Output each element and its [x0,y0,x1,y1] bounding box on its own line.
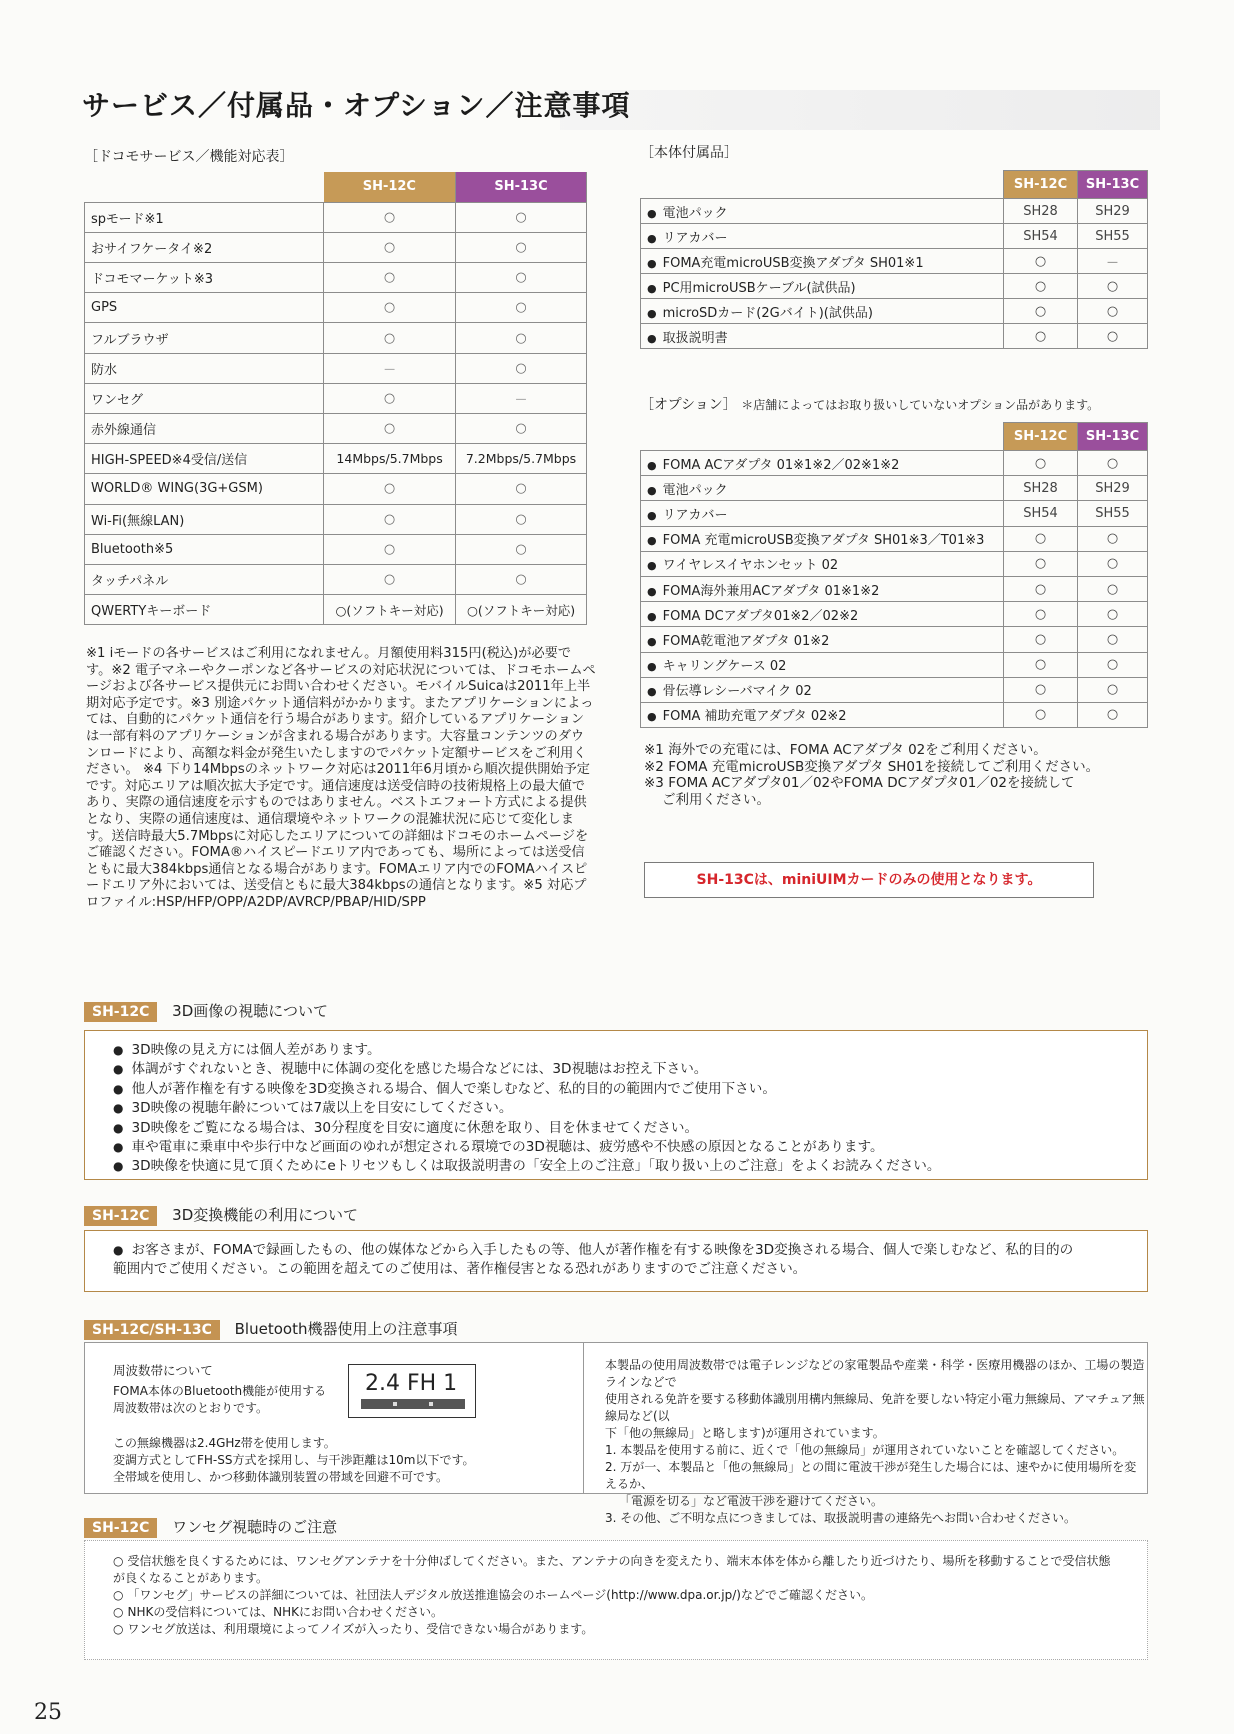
service-name: フルブラウザ [85,323,324,353]
sh13-value: ○ [1078,702,1148,727]
table-row [85,353,587,383]
sh13-value: ○ [1078,451,1148,476]
service-name: QWERTYキーボード [85,595,324,625]
section-conv-text: ● お客さまが、FOMAで録画したもの、他の媒体などから入手したもの等、他人が著作権を有する映像を3D変換される場合、個人で楽しむなど、私的目的の 範囲内でご使用ください。この範囲を超えてのご使用は、著作権侵害となる恐れがありますのでご注意ください。 [85,1231,1147,1280]
item-name: ● FOMA 充電microUSB変換アダプタ SH01※3／T01※3 [641,526,1004,551]
sh12-value: ○ [1004,702,1078,727]
bt-note-line: 下「他の無線局」と略します)が運用されています。 [605,1426,885,1440]
sh13-value: SH29 [1078,199,1148,224]
table-row [641,324,1148,349]
item-name: ● リアカバー [641,224,1004,249]
table-row [641,526,1148,551]
sh12-value: ○ [324,232,456,262]
page-number: 25 [34,1700,62,1725]
sh12-value: ○ [324,383,456,413]
table-row [641,274,1148,299]
table-row [641,451,1148,476]
item-name: ● FOMA DCアダプタ01※2／02※2 [641,602,1004,627]
sh13-value: ○ [1078,324,1148,349]
options-heading-row [640,394,1099,414]
section-conv-title: 3D変換機能の利用について [172,1206,358,1224]
list-item: ○ NHKの受信料については、NHKにお問い合わせください。 [113,1604,1117,1621]
section-1seg-box [84,1540,1148,1660]
freq-lines [113,1383,326,1417]
item-name: ● 電池パック [641,199,1004,224]
table-row [85,444,587,474]
sh12-value: SH28 [1004,476,1078,501]
list-item: ○ 受信状態を良くするためには、ワンセグアンテナを十分伸ばしてください。また、アンテナの向きを変えたり、端末本体を体から離したり近づけたり、場所を移動することで受信状態が良くなることがあります。 [113,1553,1117,1587]
accessories-table [640,170,1148,349]
table-row [641,677,1148,702]
sh12-value: ○ [324,202,456,232]
bt-note-line: 「電源を切る」など電波干渉を避けてください。 [619,1494,884,1508]
section-3d-title: 3D画像の視聴について [172,1002,328,1020]
options-heading: ［オプション］ [640,397,737,413]
service-name: GPS [85,293,324,323]
options-table [640,422,1148,728]
item-name: ● FOMA 補助充電アダプタ 02※2 [641,702,1004,727]
sh13-value: ○ [456,353,587,383]
sh13-value: ○ [1078,677,1148,702]
services-notes: ※1 iモードの各サービスはご利用になれません。月額使用料315円(税込)が必要です。※2 電子マネーやクーポンなど各サービスの対応状況については、ドコモホームページおよび各サービス提供元にお問い合わせください。モバイルSuicaは2011年上半期対応予定です。※3 別途パケット通信料がかかります。またアプリケーションによっては、自動的にパケット通信を行う場合があります。紹介しているアプリケーションは一部有料のアプリケーションが含まれる場合があります。大容量コンテンツのダウンロードにより、高額な料金が発生いたしますのでパケット定額サービスをご利用ください。 ※4 下り14Mbpsのネットワーク対応は2011年6月頃から順次提供開始予定です。対応エリアは順次拡大予定です。通信速度は送受信時の技術規格上の最大値であり、実際の通信速度を示すものではありません。ベストエフォート方式による提供となり、実際の通信速度は、通信環境やネットワークの混雑状況に応じて変化します。送信時最大5.7Mbpsに対応したエリアについての詳細はドコモのホームページをご確認ください。FOMA®ハイスピードエリア内であっても、場所によっては送受信ともに最大384kbps通信となる場合があります。FOMAエリア内でのFOMAハイスピードエリア外においては、送受信ともに最大384kbpsの通信となります。※5 対応プロファイル:HSP/HFP/OPP/A2DP/AVRCP/PBAP/HID/SPP [86,646,596,910]
list-item: ● 車や電車に乗車中や歩行中など画面のゆれが想定される環境での3D視聴は、疲労感や不快感の原因となることがあります。 [113,1138,1147,1157]
sh13-value: ○ [456,293,587,323]
service-name: spモード※1 [85,202,324,232]
model-tag: SH-12C [84,1518,157,1538]
sh12-value: ○ [324,564,456,594]
sh13-value: ○ [456,564,587,594]
sh12-value: ○ [324,534,456,564]
sh13-value: ○ [1078,526,1148,551]
table-row [85,595,587,625]
freq-desc-line: 全帯域を使用し、かつ移動体識別装置の帯域を回避不可です。 [113,1470,449,1484]
section-conv-line1: お客さまが、FOMAで録画したもの、他の媒体などから入手したもの等、他人が著作権を有する映像を3D変換される場合、個人で楽しむなど、私的目的の [131,1242,1074,1258]
service-name: タッチパネル [85,564,324,594]
table-row [641,551,1148,576]
service-name: HIGH-SPEED※4受信/送信 [85,444,324,474]
table-row [85,414,587,444]
table-row [641,576,1148,601]
service-name: Bluetooth※5 [85,534,324,564]
sh12-value: ○ [1004,652,1078,677]
sh13-value: SH29 [1078,476,1148,501]
table-row [641,602,1148,627]
sh13-value: SH55 [1078,224,1148,249]
table-row [641,501,1148,526]
sh13-value: ○ [456,202,587,232]
section-3d-box [84,1030,1148,1180]
sh12-value: ○ [324,263,456,293]
model-tag: SH-12C [84,1002,157,1022]
item-name: ● 取扱説明書 [641,324,1004,349]
section-1seg-list [85,1541,1147,1638]
table-row [85,263,587,293]
bt-note-line: 本製品の使用周波数帯では電子レンジなどの家電製品や産業・科学・医療用機器のほか、工場の製造ラインなどで [605,1358,1145,1389]
sh12-value: 14Mbps/5.7Mbps [324,444,456,474]
frequency-bar-icon [361,1399,465,1409]
services-col-sh12: SH-12C [324,172,456,202]
item-name: ● ワイヤレスイヤホンセット 02 [641,551,1004,576]
list-item: ● 体調がすぐれないとき、視聴中に体調の変化を感じた場合などには、3D視聴はお控え下さい。 [113,1060,1147,1079]
item-name: ● microSDカード(2Gバイト)(試供品) [641,299,1004,324]
item-name: ● 骨伝導レシーバマイク 02 [641,677,1004,702]
table-row [641,652,1148,677]
freq-desc-line: 変調方式としてFH-SS方式を採用し、与干渉距離は10m以下です。 [113,1453,475,1467]
item-name: ● キャリングケース 02 [641,652,1004,677]
miniuim-notice: SH-13Cは、miniUIMカードのみの使用となります。 [644,862,1094,898]
section-1seg-header [84,1516,337,1538]
sh13-value: ○ [456,534,587,564]
service-name: おサイフケータイ※2 [85,232,324,262]
section-3d-header [84,1000,328,1022]
services-col-sh13: SH-13C [456,172,587,202]
list-item: ● 3D映像の見え方には個人差があります。 [113,1041,1147,1060]
section-conv-line2: 範囲内でご使用ください。この範囲を超えてのご使用は、著作権侵害となる恐れがありますのでご注意ください。 [113,1261,807,1278]
bt-note-line: 3. その他、ご不明な点につきましては、取扱説明書の連絡先へお問い合わせください。 [605,1511,1077,1525]
section-1seg-title: ワンセグ視聴時のご注意 [172,1518,338,1536]
freq-title: 周波数帯について [113,1363,213,1378]
sh12-value: ○ [1004,627,1078,652]
table-row [641,199,1148,224]
list-item: ○ ワンセグ放送は、利用環境によってノイズが入ったり、受信できない場合があります。 [113,1621,1117,1638]
sh13-value: ○ [456,414,587,444]
sh12-value: ○ [1004,677,1078,702]
list-item: ● 3D映像の視聴年齢については7歳以上を目安にしてください。 [113,1099,1147,1118]
bt-note-line: 1. 本製品を使用する前に、近くで「他の無線局」が運用されていないことを確認してください。 [605,1443,1125,1457]
sh12-value: ○(ソフトキー対応) [324,595,456,625]
freq-desc [113,1435,475,1486]
freq-line: FOMA本体のBluetooth機能が使用する [113,1384,327,1398]
sh12-value: SH28 [1004,199,1078,224]
table-row [641,702,1148,727]
sh13-value: ○ [1078,551,1148,576]
sh13-value: － [1078,249,1148,274]
sh13-value: ○ [1078,652,1148,677]
table-row [641,249,1148,274]
sh13-value: － [456,383,587,413]
sh13-value: ○(ソフトキー対応) [456,595,587,625]
item-name: ● PC用microUSBケーブル(試供品) [641,274,1004,299]
sh12-value: ○ [1004,602,1078,627]
accessories-heading: ［本体付属品］ [640,145,738,161]
accessories-col-sh13: SH-13C [1078,171,1148,199]
sh12-value: ○ [1004,576,1078,601]
options-footnote: ご利用ください。 [662,791,770,808]
table-row [85,323,587,353]
sh12-value: ○ [1004,249,1078,274]
sh13-value: 7.2Mbps/5.7Mbps [456,444,587,474]
sh12-value: ○ [1004,451,1078,476]
sh13-value: ○ [1078,576,1148,601]
services-heading: ［ドコモサービス／機能対応表］ [84,149,294,165]
item-name: ● リアカバー [641,501,1004,526]
page-title: サービス／付属品・オプション／注意事項 [82,89,631,122]
options-note: ＊店舗によってはお取り扱いしていないオプション品があります。 [741,398,1100,412]
item-name: ● FOMA ACアダプタ 01※1※2／02※1※2 [641,451,1004,476]
sh13-value: ○ [456,504,587,534]
table-row [85,383,587,413]
sh12-value: SH54 [1004,224,1078,249]
item-name: ● FOMA充電microUSB変換アダプタ SH01※1 [641,249,1004,274]
list-item: ● 3D映像をご覧になる場合は、30分程度を目安に適度に休憩を取り、目を休ませてください。 [113,1119,1147,1138]
sh12-value: ○ [324,414,456,444]
table-row [85,232,587,262]
bt-note-line: 2. 万が一、本製品と「他の無線局」との間に電波干渉が発生した場合には、速やかに使用場所を変えるか、 [605,1460,1137,1491]
section-bt-header [84,1318,457,1340]
item-name: ● FOMA海外兼用ACアダプタ 01※1※2 [641,576,1004,601]
sh12-value: ○ [1004,526,1078,551]
sh12-value: ○ [1004,274,1078,299]
options-footnote: ※2 FOMA 充電microUSB変換アダプタ SH01を接続してご利用ください。 [644,758,1100,775]
freq-line: 周波数帯は次のとおりです。 [113,1401,269,1415]
bt-notes [605,1357,1145,1527]
model-tag: SH-12C [84,1206,157,1226]
options-footnote: ※3 FOMA ACアダプタ01／02やFOMA DCアダプタ01／02を接続して [644,775,1075,792]
sh13-value: ○ [1078,299,1148,324]
item-name: ● FOMA乾電池アダプタ 01※2 [641,627,1004,652]
sh12-value: ○ [324,474,456,504]
sh12-value: ○ [324,504,456,534]
sh12-value: － [324,353,456,383]
sh13-value: ○ [1078,274,1148,299]
table-row [641,476,1148,501]
sh12-value: ○ [324,293,456,323]
table-row [85,504,587,534]
options-col-sh13: SH-13C [1078,423,1148,451]
service-name: WORLD® WING(3G+GSM) [85,474,324,504]
service-name: 赤外線通信 [85,414,324,444]
service-name: Wi-Fi(無線LAN) [85,504,324,534]
list-item: ● 3D映像を快適に見て頂くためにeトリセツもしくは取扱説明書の「安全上のご注意」「取り扱い上のご注意」をよくお読みください。 [113,1157,1147,1176]
table-row [85,293,587,323]
section-conv-box [84,1230,1148,1292]
table-row [85,202,587,232]
sh12-value: ○ [1004,299,1078,324]
sh13-value: ○ [456,263,587,293]
item-name: ● 電池パック [641,476,1004,501]
section-conv-header [84,1204,358,1226]
sh13-value: SH55 [1078,501,1148,526]
service-name: ワンセグ [85,383,324,413]
frequency-label [348,1364,476,1418]
table-row [85,564,587,594]
sh13-value: ○ [456,323,587,353]
header-band [560,90,1160,130]
table-row [85,474,587,504]
accessories-col-sh12: SH-12C [1004,171,1078,199]
service-name: ドコモマーケット※3 [85,263,324,293]
options-col-sh12: SH-12C [1004,423,1078,451]
frequency-code: 2.4 FH 1 [365,1371,458,1396]
list-item: ● 他人が著作権を有する映像を3D変換される場合、個人で楽しむなど、私的目的の範囲内でご使用下さい。 [113,1080,1147,1099]
options-footnote: ※1 海外での充電には、FOMA ACアダプタ 02をご利用ください。 [644,742,1047,758]
sh13-value: ○ [1078,627,1148,652]
sh13-value: ○ [456,474,587,504]
sh13-value: ○ [456,232,587,262]
sh12-value: ○ [1004,551,1078,576]
sh13-value: ○ [1078,602,1148,627]
options-footnotes [644,742,1164,808]
model-tag: SH-12C/SH-13C [84,1320,220,1340]
section-bt-box [84,1342,1148,1525]
sh12-value: SH54 [1004,501,1078,526]
service-name: 防水 [85,353,324,383]
table-row [85,534,587,564]
table-row [641,299,1148,324]
section-3d-list [85,1031,1147,1177]
table-row [641,627,1148,652]
divider [583,1343,584,1493]
bt-note-line: 使用される免許を要する移動体識別用構内無線局、免許を要しない特定小電力無線局、アマチュア無線局など(以 [605,1392,1145,1423]
list-item: ○ 「ワンセグ」サービスの詳細については、社団法人デジタル放送推進協会のホームページ(http://www.dpa.or.jp/)などでご確認ください。 [113,1587,1117,1604]
sh12-value: ○ [1004,324,1078,349]
table-row [641,224,1148,249]
sh12-value: ○ [324,323,456,353]
section-bt-title: Bluetooth機器使用上の注意事項 [234,1320,458,1338]
freq-desc-line: この無線機器は2.4GHz帯を使用します。 [113,1436,336,1450]
services-table [84,172,587,625]
